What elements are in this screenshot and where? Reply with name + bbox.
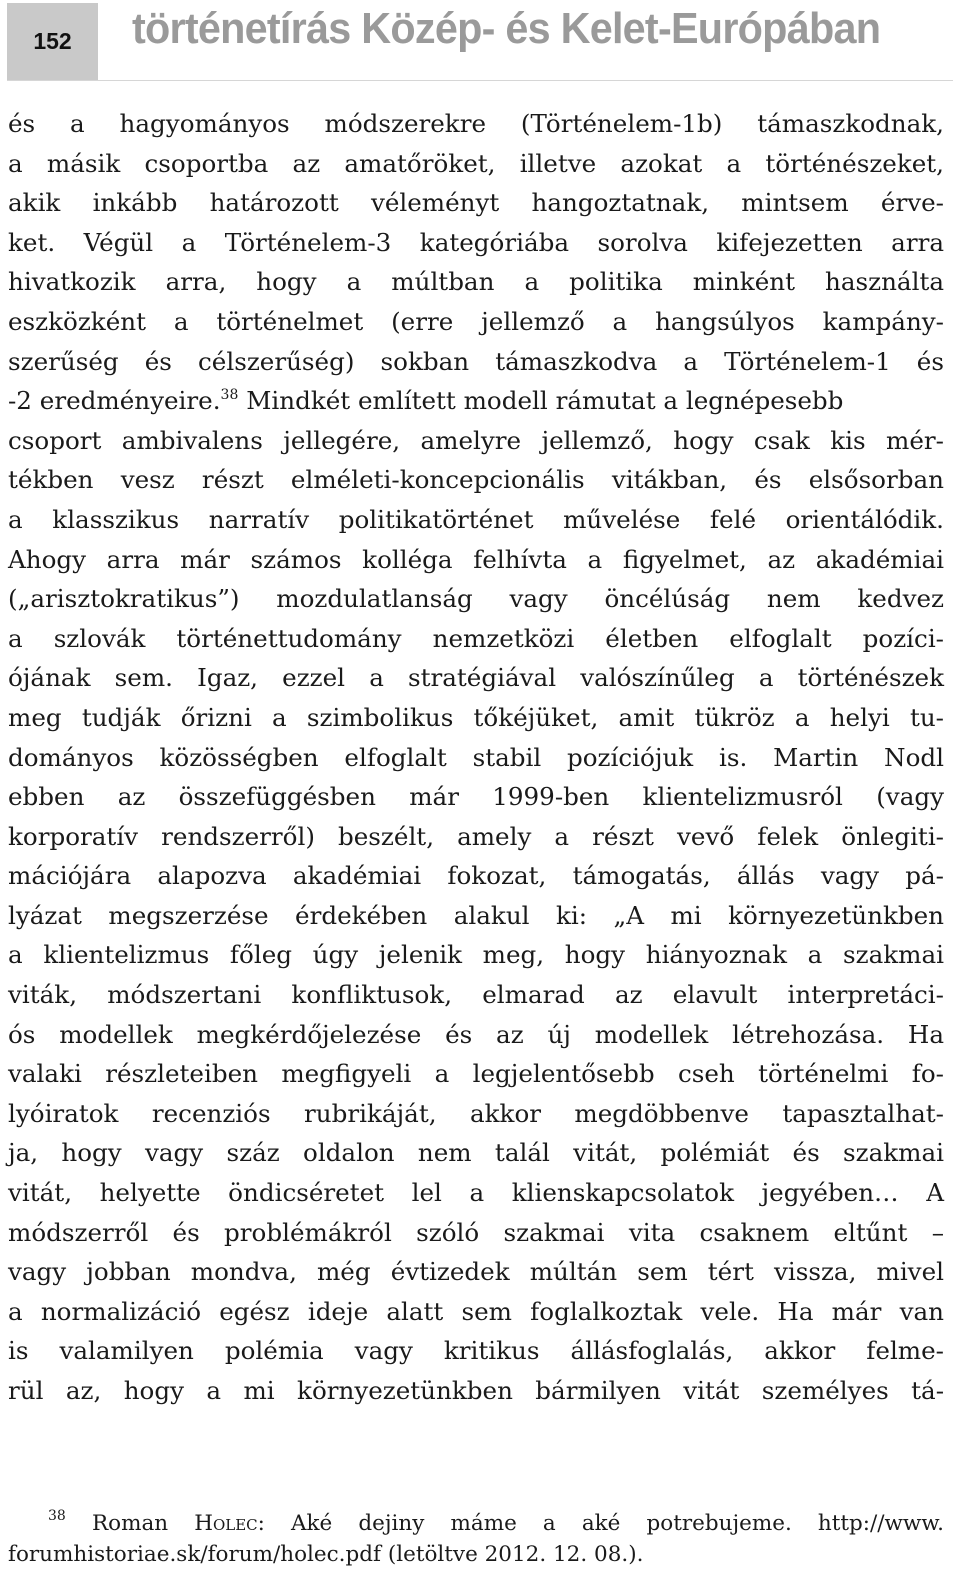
text-line: a normalizáció egész ideje alatt sem foglalkoztak vele. Ha már van <box>8 1296 944 1326</box>
text-line: szerűség és célszerűség) sokban támaszkodva a Történelem-1 és <box>8 346 944 376</box>
text-fragment: -2 eredményeire. <box>8 386 221 416</box>
text-line: tékben vesz részt elméleti-koncepcionális vitákban, és elsősorban <box>8 465 944 495</box>
text-fragment: Mindkét említett modell rámutat a legnépesebb <box>238 386 844 416</box>
text-line: mációjára alapozva akadémiai fokozat, támogatás, állás vagy pá- <box>8 861 944 891</box>
footnote-author-first: Roman <box>91 1511 195 1536</box>
text-line: viták, módszertani konfliktusok, elmarad az elavult interpretáci- <box>8 980 944 1010</box>
header-divider <box>7 80 953 81</box>
page-number-box <box>7 3 98 80</box>
text-line: ket. Végül a Történelem-3 kategóriába sorolva kifejezetten arra <box>8 227 944 257</box>
text-line: ójának sem. Igaz, ezzel a stratégiával valószínűleg a történészek <box>8 663 944 693</box>
text-line: csoport ambivalens jellegére, amelyre jellemző, hogy csak kis mér- <box>8 425 944 455</box>
text-line: a klasszikus narratív politikatörténet művelése felé orientálódik. <box>8 504 944 534</box>
text-line: hivatkozik arra, hogy a múltban a politika minként használta <box>8 267 944 297</box>
text-line: is valamilyen polémia vagy kritikus állásfoglalás, akkor felme- <box>8 1336 944 1366</box>
text-line: Ahogy arra már számos kolléga felhívta a figyelmet, az akadémiai <box>8 544 944 574</box>
text-line: ós modellek megkérdőjelezése és az új modellek létrehozása. Ha <box>8 1019 944 1049</box>
text-line: a másik csoportba az amatőröket, illetve azokat a történészeket, <box>8 148 944 178</box>
text-line: vitát, helyette öndicséretet lel a klienskapcsolatok jegyében… A <box>8 1178 944 1208</box>
text-line: eszközként a történelmet (erre jellemző a hangsúlyos kampány- <box>8 306 944 336</box>
text-line: ja, hogy vagy száz oldalon nem talál vitát, polémiát és szakmai <box>8 1138 944 1168</box>
page-number: 152 <box>33 28 72 54</box>
footnote-reference: 38 <box>220 387 239 404</box>
footnote-author-last: Holec <box>194 1511 258 1536</box>
text-line: vagy jobban mondva, még évtizedek múltán sem tért vissza, mivel <box>8 1257 944 1287</box>
text-line: meg tudják őrizni a szimbolikus tőkéjüket, amit tükröz a helyi tu- <box>8 702 944 732</box>
text-line: („arisztokratikus”) mozdulatlanság vagy öncélúság nem kedvez <box>8 584 944 614</box>
text-line: lyázat megszerzése érdekében alakul ki: „A mi környezetünkben <box>8 900 944 930</box>
page-header <box>0 0 960 84</box>
footnote-title-url: : Aké dejiny máme a aké potrebujeme. http://www. <box>257 1511 944 1536</box>
text-line: dományos közösségben elfoglalt stabil pozíciójuk is. Martin Nodl <box>8 742 944 772</box>
footnote <box>8 1508 944 1570</box>
footnote-line: forumhistoriae.sk/forum/holec.pdf (letöltve 2012. 12. 08.). <box>8 1542 644 1567</box>
footnote-number: 38 <box>48 1508 66 1524</box>
footnote-line <box>8 1508 944 1539</box>
text-line: ebben az összefüggésben már 1999-ben klientelizmusról (vagy <box>8 782 944 812</box>
running-title: történetírás Közép- és Kelet-Európában <box>132 4 881 53</box>
text-line <box>8 381 944 421</box>
text-line: és a hagyományos módszerekre (Történelem-1b) támaszkodnak, <box>8 109 944 138</box>
text-line: rül az, hogy a mi környezetünkben bármilyen vitát személyes tá- <box>8 1376 944 1405</box>
text-line: a klientelizmus főleg úgy jelenik meg, hogy hiányoznak a szakmai <box>8 940 944 970</box>
text-line: lyóiratok recenziós rubrikáját, akkor megdöbbenve tapasztalhat- <box>8 1098 944 1128</box>
text-line: akik inkább határozott véleményt hangoztatnak, mintsem érve- <box>8 188 944 218</box>
text-line: a szlovák történettudomány nemzetközi életben elfoglalt pozíci- <box>8 623 944 653</box>
text-line: korporatív rendszerről) beszélt, amely a részt vevő felek önlegiti- <box>8 821 944 851</box>
text-line: valaki részleteiben megfigyeli a legjelentősebb cseh történelmi fo- <box>8 1059 944 1089</box>
text-line: módszerről és problémákról szóló szakmai vita csaknem eltűnt – <box>8 1217 944 1247</box>
body-text <box>8 104 944 1411</box>
